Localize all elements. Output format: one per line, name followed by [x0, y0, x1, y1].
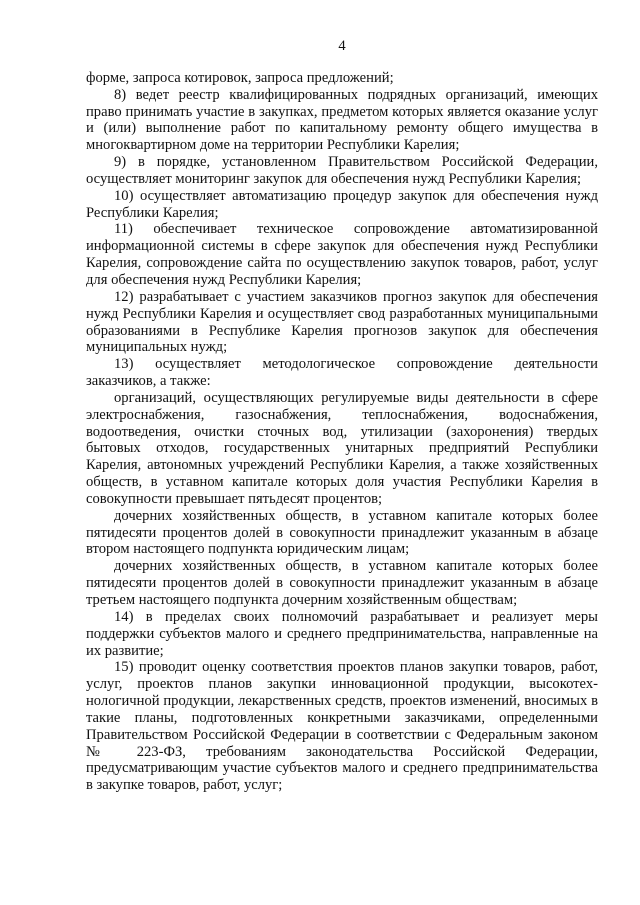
paragraph-continuation: форме, запроса котировок, запроса предложений; — [86, 69, 394, 86]
paragraph-item-8: 8) ведет реестр квалифицированных подрядных организаций, имеющих право принимать участие в закупках, предметом которых является оказание услуг и (или) выполнение работ по капитальному ремонту общего имущества в многоквартирном доме на территории Республики Карелия; — [86, 86, 598, 154]
paragraph-item-13: 13) осуществляет методологическое сопровождение деятельности заказчиков, а также: — [86, 356, 598, 390]
paragraph-item-11: 11) обеспечивает техническое сопровождение автоматизированной информационной системы в сфере закупок для обеспечения нужд Республики Карелия, сопровождение сайта по осуществлению закупок товаров, работ, услуг для обеспечения нужд Республики Карелия; — [86, 221, 598, 288]
paragraph-item-14: 14) в пределах своих полномочий разрабатывает и реализует меры поддержки субъектов малого и среднего предпринимательства, направленные на их развитие; — [86, 608, 598, 659]
paragraph-item-13-organizations: организаций, осуществляющих регулируемые виды деятельности в сфере электроснабжения, газоснабжения, теплоснабжения, водоснабжения, водоотведения, очистки сточных вод, утилизации (захоронения) твердых бытовых отходов, государственных унитарных предприятий Республики Карелия, автономных учреждений Республики Карелия, а также хозяйственных обществ, в уставном капитале которых доля участия Республики Карелия в совокупности превышает пятьдесят процентов; — [86, 389, 598, 507]
page-number: 4 — [338, 38, 346, 54]
paragraph-item-12: 12) разрабатывает с участием заказчиков прогноз закупок для обеспечения нужд Республики Карелия и осуществляет свод разработанных муниципальными образованиями в Республике Карелия прогнозов закупок для обеспечения муниципальных нужд; — [86, 288, 598, 356]
paragraph-item-13-subsidiaries-1: дочерних хозяйственных обществ, в уставном капитале которых более пятидесяти процентов долей в совокупности принадлежит указанным в абзаце втором настоящего подпункта юридическим лицам; — [86, 507, 598, 558]
paragraph-item-9: 9) в порядке, установленном Правительством Российской Федерации, осуществляет мониторинг закупок для обеспечения нужд Республики Карелия; — [86, 154, 598, 187]
paragraph-item-15: 15) проводит оценку соответствия проектов планов закупки товаров, работ, услуг, проектов планов закупки инновационной продукции, высокотех-нологичной продукции, лекарственных средств, проектов изменений, вносимых в такие планы, подготовленных конкретными заказчиками, определенными Правительством Российской Федерации в соответствии с Федеральным законом № 223-ФЗ, требованиям законодательства Российской Федерации, предусматривающим участие субъектов малого и среднего предпринимательства в закупке товаров, работ, услуг; — [86, 659, 598, 794]
paragraph-item-13-subsidiaries-2: дочерних хозяйственных обществ, в уставном капитале которых более пятидесяти процентов долей в совокупности принадлежит указанным в абзаце третьем настоящего подпункта дочерним хозяйственным обществам; — [86, 558, 598, 608]
paragraph-item-10: 10) осуществляет автоматизацию процедур закупок для обеспечения нужд Республики Карелия; — [86, 187, 598, 221]
document-page — [86, 38, 598, 794]
